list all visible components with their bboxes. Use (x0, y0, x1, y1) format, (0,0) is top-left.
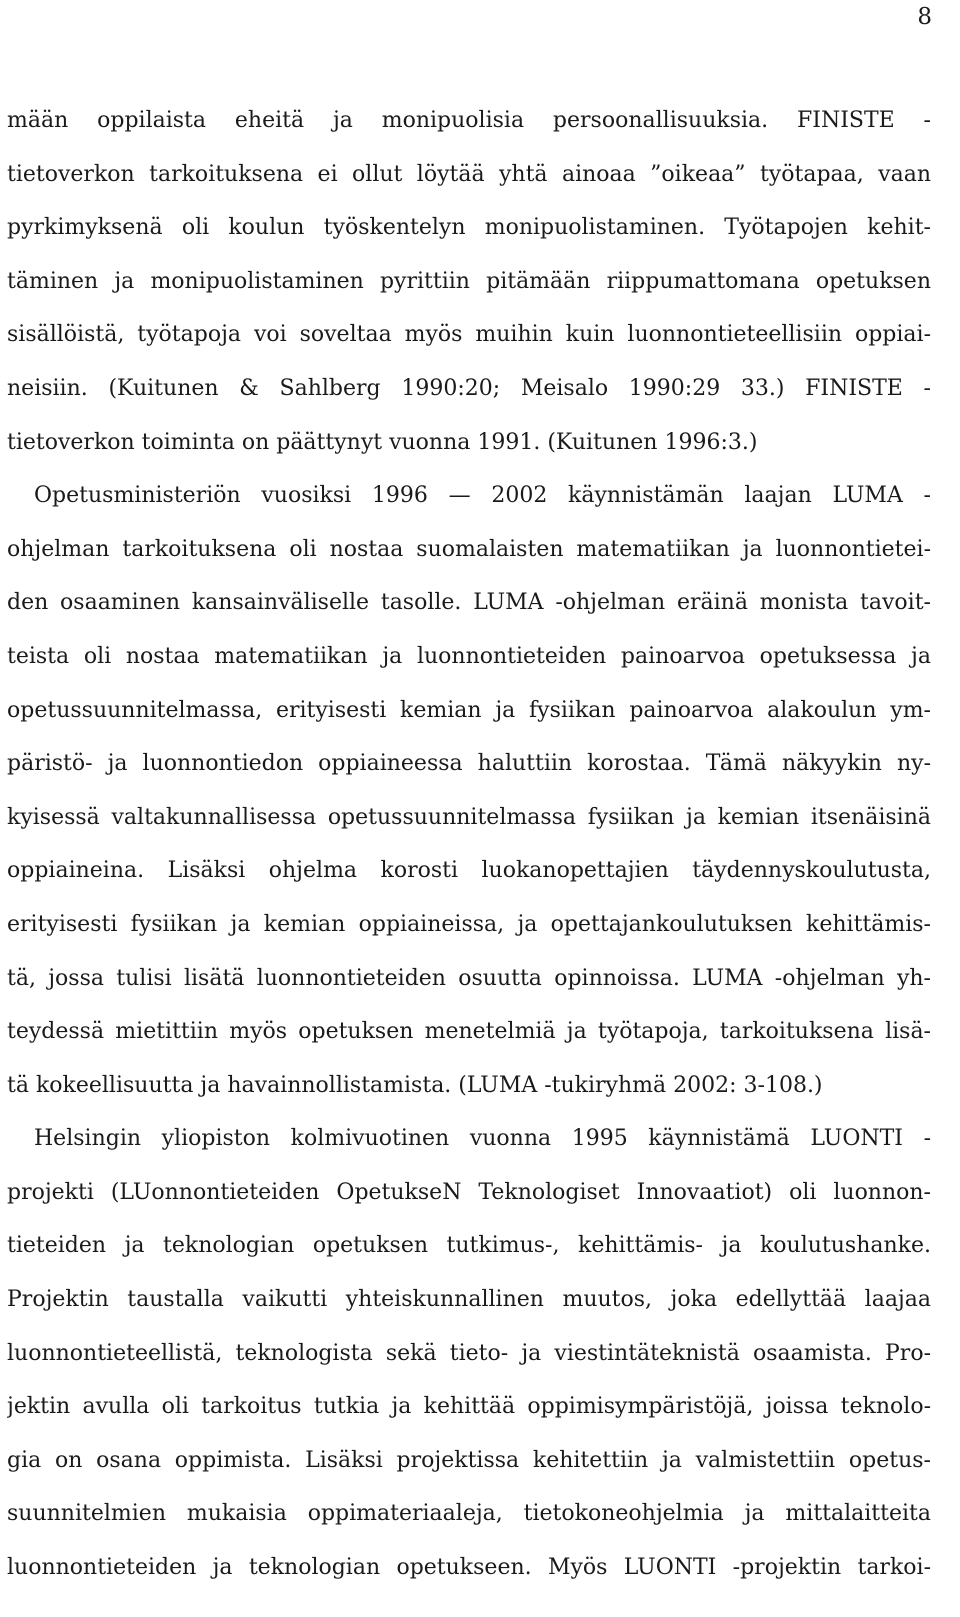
text-line: pyrkimyksenä oli koulun työskentelyn monipuolistaminen. Työtapojen kehit- (7, 215, 931, 241)
text-line: den osaaminen kansainväliselle tasolle. LUMA -ohjelman eräinä monista tavoit- (7, 590, 931, 616)
text-line: opetussuunnitelmassa, erityisesti kemian ja fysiikan painoarvoa alakoulun ym- (7, 697, 931, 723)
text-line: teydessä mietittiin myös opetuksen menetelmiä ja työtapoja, tarkoituksena lisä- (7, 1019, 931, 1045)
page-number: 8 (917, 4, 932, 30)
text-line: teista oli nostaa matematiikan ja luonnontieteiden painoarvoa opetuksessa ja (7, 643, 931, 669)
text-line: päristö- ja luonnontiedon oppiaineessa haluttiin korostaa. Tämä näkyykin ny- (7, 751, 931, 777)
text-line: Projektin taustalla vaikutti yhteiskunnallinen muutos, joka edellyttää laajaa (7, 1287, 931, 1313)
text-line: luonnontieteiden ja teknologian opetukseen. Myös LUONTI -projektin tarkoi- (7, 1555, 931, 1581)
text-line: sisällöistä, työtapoja voi soveltaa myös muihin kuin luonnontieteellisiin oppiai- (7, 322, 931, 348)
text-line: mään oppilaista eheitä ja monipuolisia persoonallisuuksia. FINISTE - (7, 108, 931, 133)
body-text (7, 94, 931, 1595)
text-line: Helsingin yliopiston kolmivuotinen vuonna 1995 käynnistämä LUONTI - (34, 1126, 931, 1152)
text-line: tieteiden ja teknologian opetuksen tutkimus-, kehittämis- ja koulutushanke. (7, 1233, 931, 1259)
text-line: tietoverkon tarkoituksena ei ollut löytää yhtä ainoaa ”oikeaa” työtapaa, vaan (7, 161, 931, 187)
text-line: neisiin. (Kuitunen & Sahlberg 1990:20; Meisalo 1990:29 33.) FINISTE - (7, 375, 931, 401)
text-line: tietoverkon toiminta on päättynyt vuonna 1991. (Kuitunen 1996:3.) (7, 429, 758, 455)
text-line: täminen ja monipuolistaminen pyrittiin pitämään riippumattomana opetuksen (7, 268, 931, 294)
text-line: jektin avulla oli tarkoitus tutkia ja kehittää oppimisympäristöjä, joissa teknolo- (7, 1394, 931, 1420)
text-line: oppiaineina. Lisäksi ohjelma korosti luokanopettajien täydennyskoulutusta, (7, 858, 931, 884)
text-line: luonnontieteellistä, teknologista sekä tieto- ja viestintäteknistä osaamista. Pro- (7, 1340, 931, 1366)
text-line: kyisessä valtakunnallisessa opetussuunnitelmassa fysiikan ja kemian itsenäisinä (7, 804, 931, 830)
text-line: erityisesti fysiikan ja kemian oppiaineissa, ja opettajankoulutuksen kehittämis- (7, 911, 931, 937)
text-line: projekti (LUonnontieteiden OpetukseN Teknologiset Innovaatiot) oli luonnon- (7, 1179, 931, 1205)
text-line: gia on osana oppimista. Lisäksi projektissa kehitettiin ja valmistettiin opetus- (7, 1447, 931, 1473)
text-line: ohjelman tarkoituksena oli nostaa suomalaisten matematiikan ja luonnontietei- (7, 536, 931, 562)
text-line: tä, jossa tulisi lisätä luonnontieteiden osuutta opinnoissa. LUMA -ohjelman yh- (7, 965, 931, 991)
text-line: tä kokeellisuutta ja havainnollistamista. (LUMA -tukiryhmä 2002: 3-108.) (7, 1072, 823, 1098)
text-line: Opetusministeriön vuosiksi 1996 — 2002 käynnistämän laajan LUMA - (34, 483, 931, 509)
text-line: suunnitelmien mukaisia oppimateriaaleja, tietokoneohjelmia ja mittalaitteita (7, 1501, 931, 1527)
